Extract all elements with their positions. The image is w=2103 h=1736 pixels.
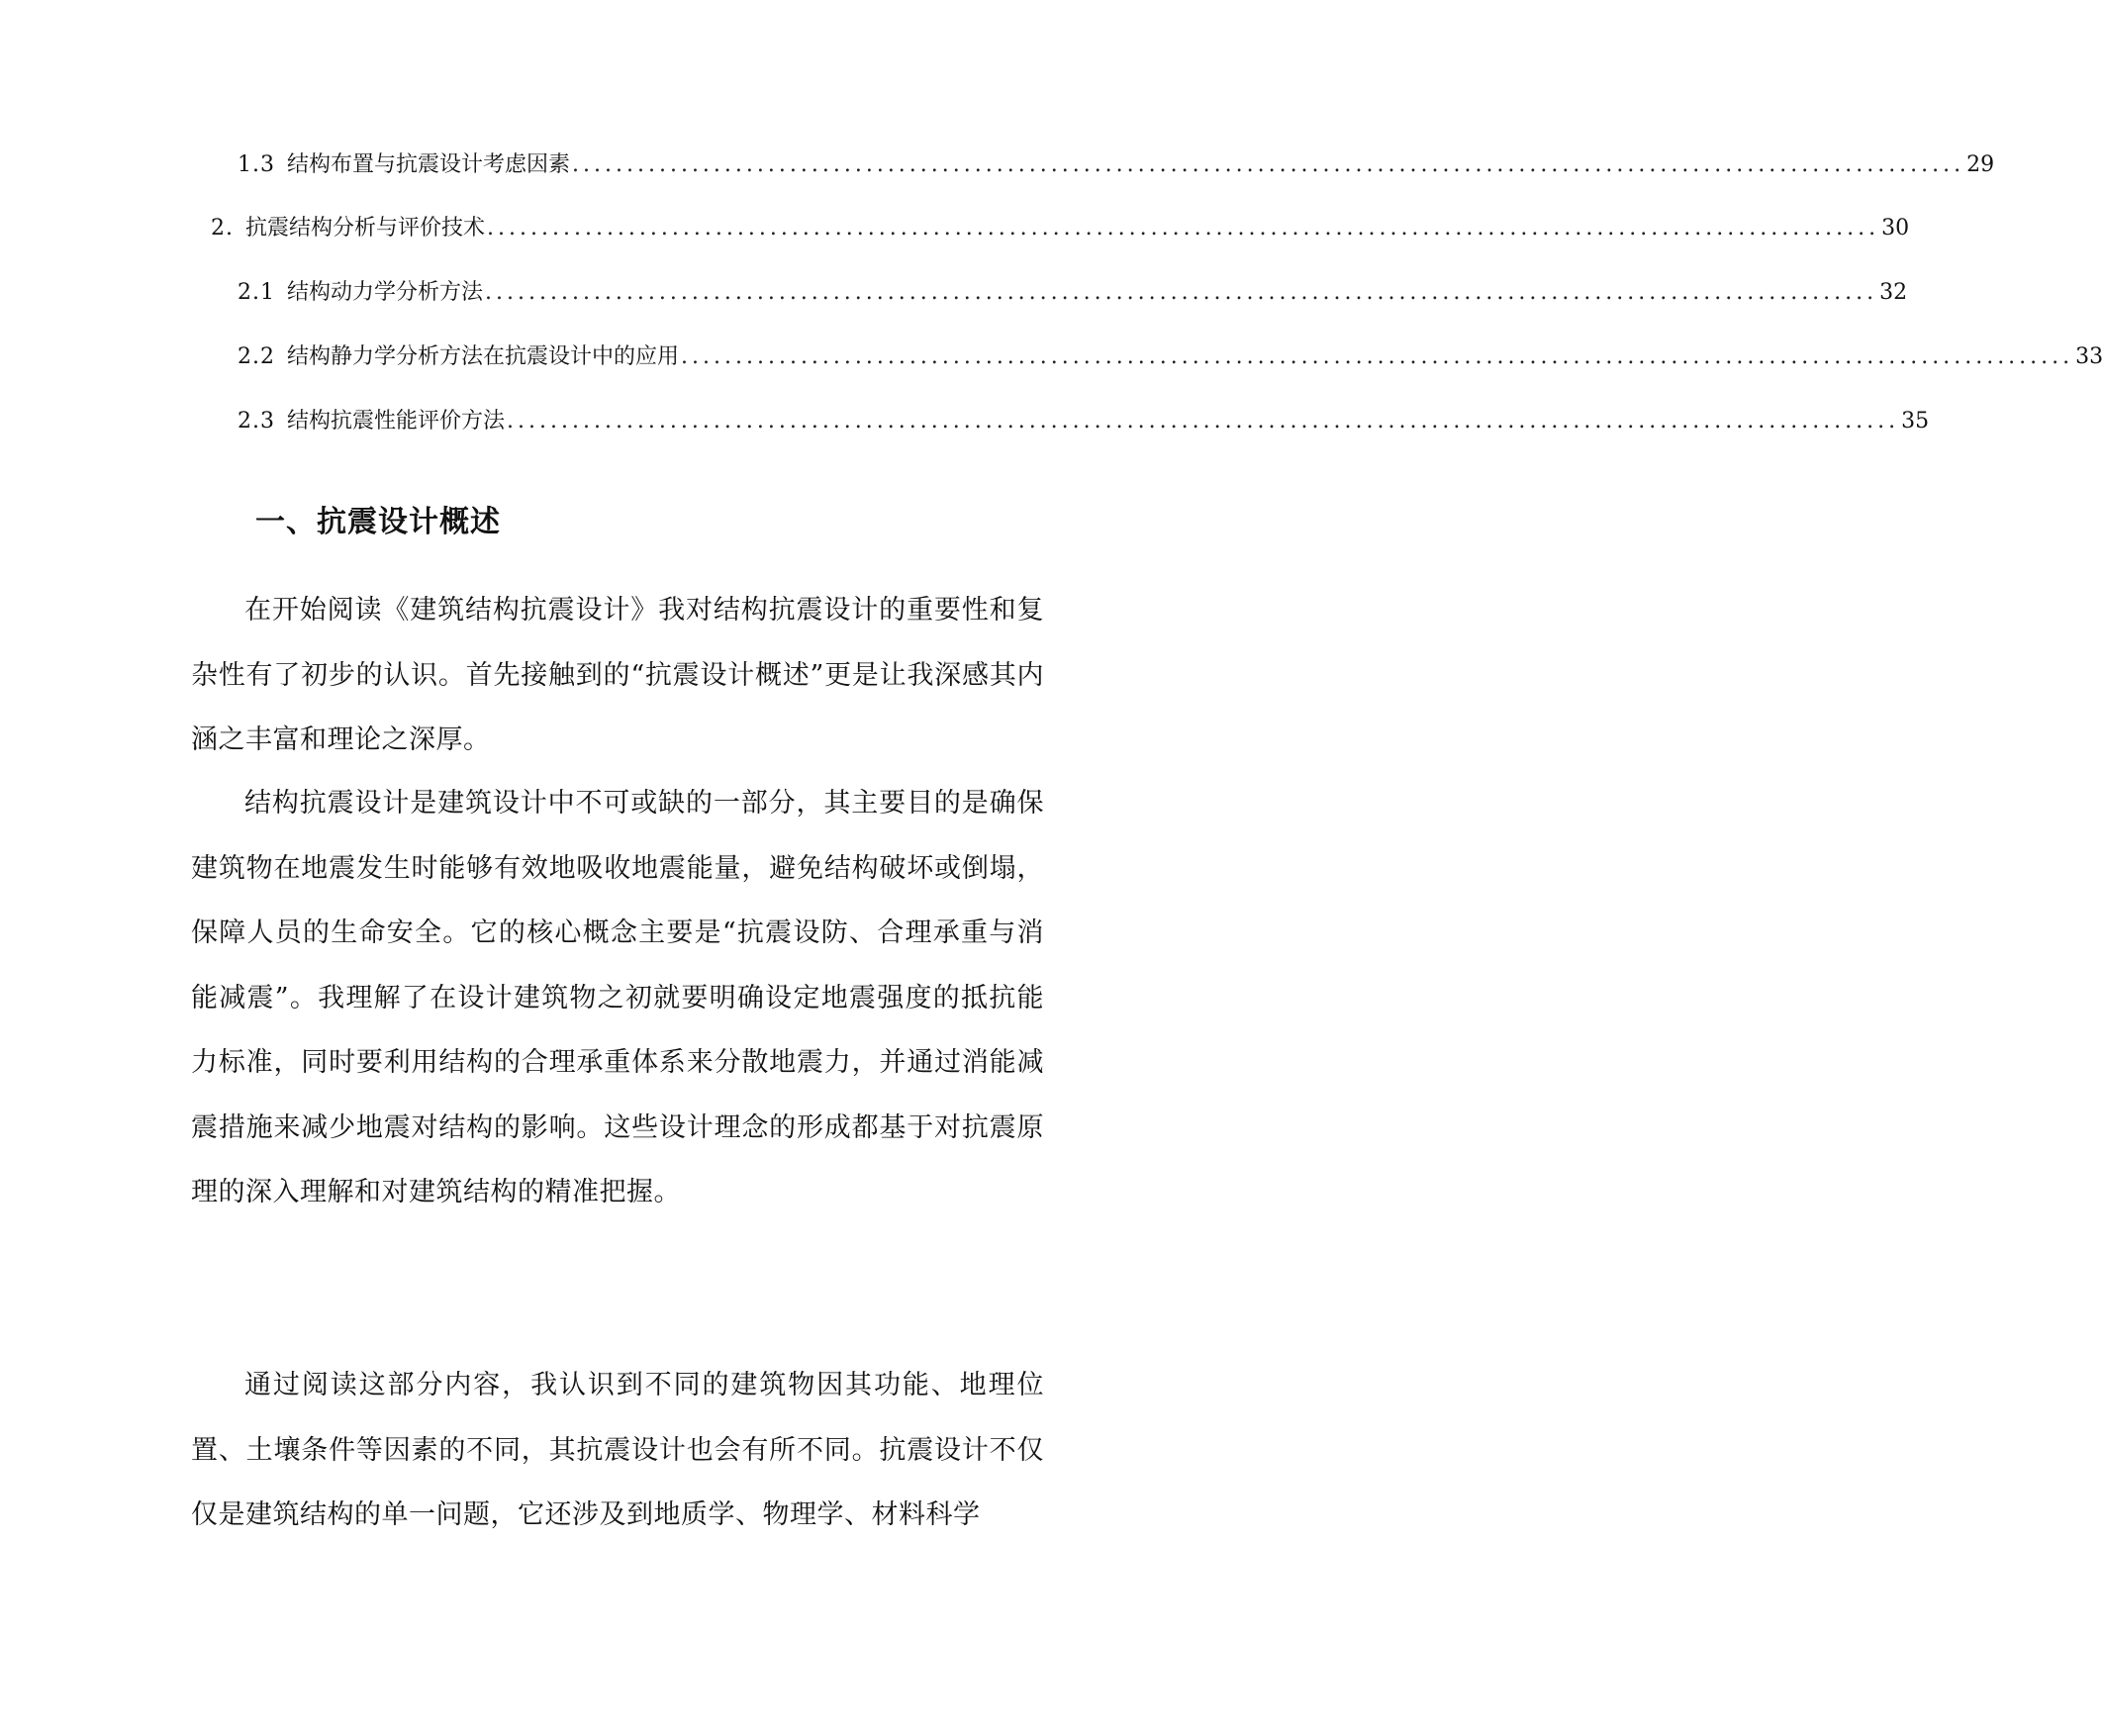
toc-entry-number: 2.3 (238, 409, 275, 434)
toc-entry-2-2[interactable] (238, 342, 2103, 372)
toc-entry-1-3[interactable] (238, 150, 1995, 180)
toc-entry-page: 35 (1901, 409, 1930, 434)
toc-entry-title: 结构静力学分析方法在抗震设计中的应用 (287, 344, 680, 369)
toc-entry-number: 2.2 (238, 344, 275, 369)
toc-entry-page: 33 (2075, 344, 2103, 369)
toc-entry-number: 1.3 (238, 152, 275, 177)
toc-dot-leader: ................................................................................................................................ (681, 344, 2074, 369)
toc-entry-title: 抗震结构分析与评价技术 (245, 216, 486, 241)
paragraph-factors: 通过阅读这部分内容，我认识到不同的建筑物因其功能、地理位置、土壤条件等因素的不同，其抗震设计也会有所不同。抗震设计不仅仅是建筑结构的单一问题，它还涉及到地质学、物理学、材料科学 (191, 1370, 1044, 1530)
toc-entry-2-3[interactable] (238, 407, 1930, 436)
toc-entry-page: 29 (1966, 152, 1995, 177)
toc-dot-leader: ................................................................................................................................ (572, 152, 1965, 177)
paragraph-intro: 在开始阅读《建筑结构抗震设计》我对结构抗震设计的重要性和复杂性有了初步的认识。首先接触到的“抗震设计概述”更是让我深感其内涵之丰富和理论之深厚。 (191, 595, 1044, 755)
toc-entry-number: 2.1 (238, 280, 275, 305)
toc-entry-number: 2. (211, 216, 234, 241)
toc-dot-leader: ................................................................................................................................ (485, 280, 1878, 305)
section-heading: 一、抗震设计概述 (255, 505, 501, 539)
toc-entry-title: 结构抗震性能评价方法 (287, 409, 506, 434)
toc-entry-2[interactable] (211, 214, 1910, 243)
toc-dot-leader: ................................................................................................................................ (487, 216, 1880, 241)
toc-dot-leader: ................................................................................................................................ (507, 409, 1900, 434)
toc-entry-title: 结构动力学分析方法 (287, 280, 484, 305)
toc-entry-page: 30 (1881, 216, 1910, 241)
toc-entry-title: 结构布置与抗震设计考虑因素 (287, 152, 571, 177)
toc-entry-page: 32 (1879, 280, 1908, 305)
paragraph-core-concepts: 结构抗震设计是建筑设计中不可或缺的一部分，其主要目的是确保建筑物在地震发生时能够有效地吸收地震能量，避免结构破坏或倒塌，保障人员的生命安全。它的核心概念主要是“抗震设防、合理承重与消能减震”。我理解了在设计建筑物之初就要明确设定地震强度的抵抗能力标准，同时要利用结构的合理承重体系来分散地震力，并通过消能减震措施来减少地震对结构的影响。这些设计理念的形成都基于对抗震原理的深入理解和对建筑结构的精准把握。 (191, 788, 1044, 1207)
toc-entry-2-1[interactable] (238, 278, 1908, 308)
